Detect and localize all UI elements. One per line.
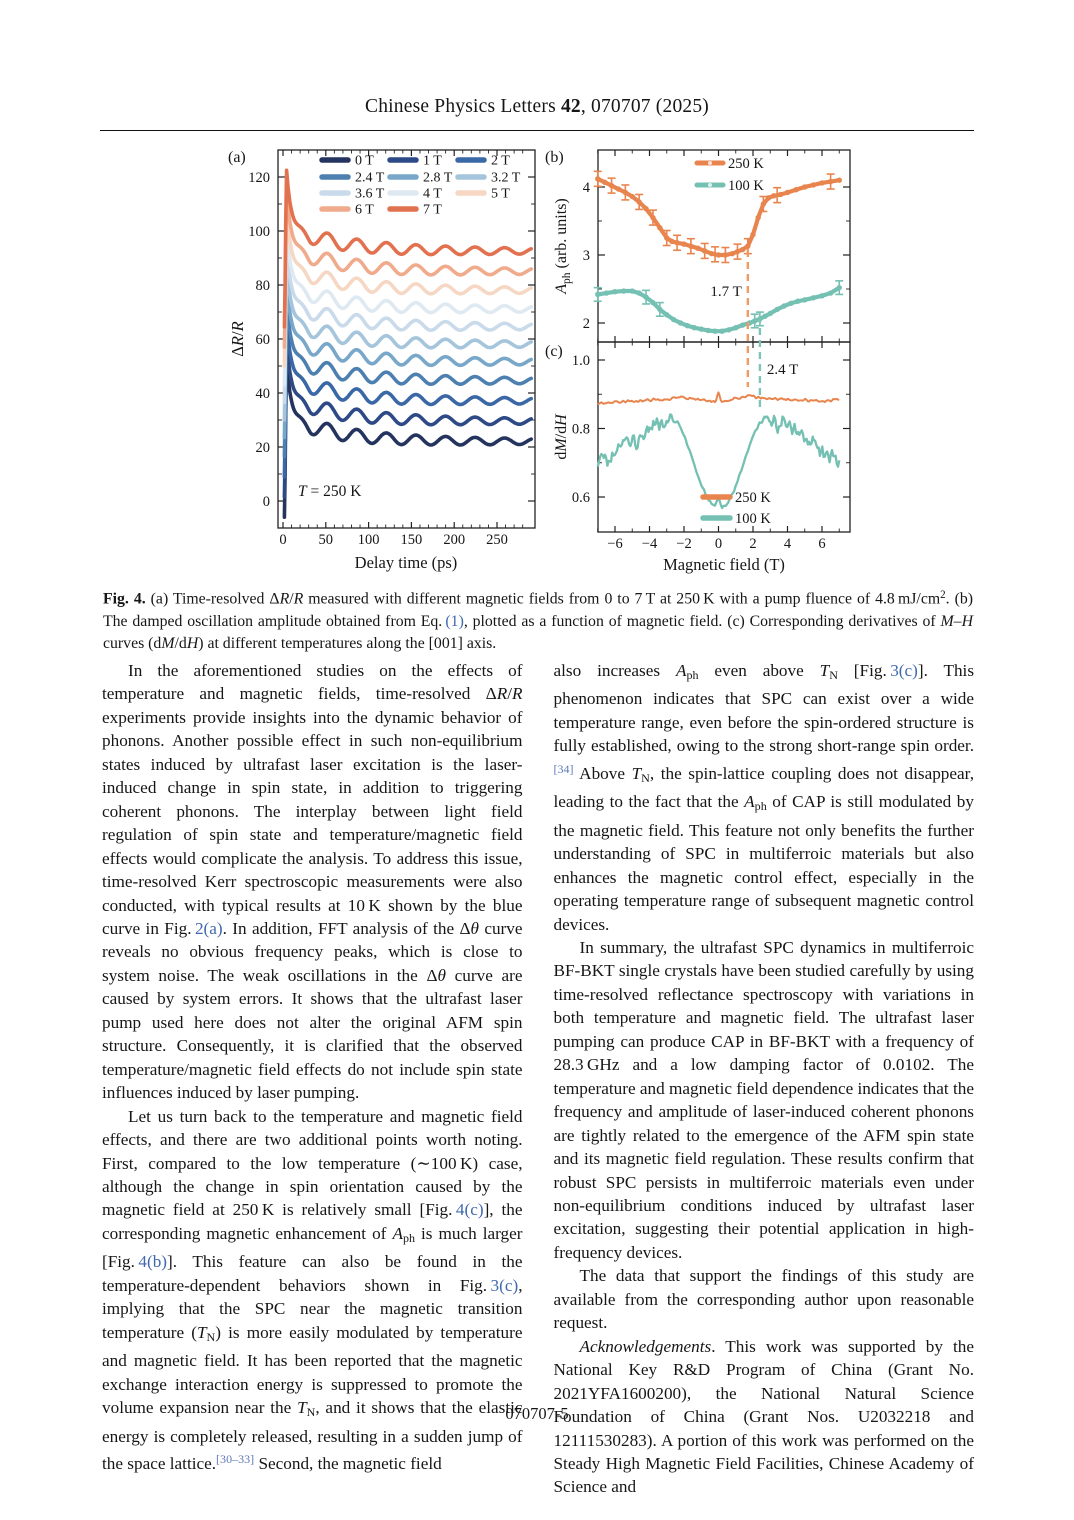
text-segment: , the spin-lattice coupling does not disappear, leading to the fact that the [553, 763, 974, 812]
data-marker [657, 225, 662, 230]
curve-250K [598, 392, 840, 404]
legend-marker-dot [708, 161, 712, 165]
text-segment: curves (d [103, 634, 162, 652]
data-marker [837, 178, 842, 183]
x-tick-label: 0 [279, 532, 287, 548]
data-marker [745, 243, 750, 248]
x-axis-label: Magnetic field (T) [663, 555, 785, 574]
data-marker [643, 206, 648, 211]
data-marker [837, 285, 842, 290]
text-segment: / [507, 684, 512, 704]
x-tick-label: 2 [749, 536, 757, 552]
text-segment: curve are caused by system errors. It shows that the ultrafast laser pump used here does not alter the original AFM spin structure. Consequently, it is clarified that the observed temperature/magnetic field effects do not include spin state influences induced by laser pumping. [102, 965, 523, 1103]
legend-item-5T [458, 187, 510, 202]
text-segment: N [206, 1329, 216, 1344]
x-tick-label: 250 [486, 532, 508, 548]
journal-header [0, 96, 1074, 118]
legend-item-0T [322, 154, 374, 169]
data-marker [819, 293, 824, 298]
text-segment: [Fig. [837, 661, 891, 680]
data-marker [828, 290, 833, 295]
text-segment: Above [573, 763, 632, 783]
data-marker [716, 252, 721, 257]
text-segment: , 070707 (2025) [580, 96, 709, 117]
data-marker [636, 199, 641, 204]
y-tick-label: 3 [582, 248, 590, 264]
vline-label-1p7T: 1.7 T [710, 284, 742, 300]
data-marker [755, 215, 760, 220]
panel-letter-b: (b) [545, 149, 564, 166]
text-segment: M [940, 612, 954, 630]
data-marker [671, 317, 676, 322]
text-segment: M [161, 634, 175, 652]
legend-label: 4 T [423, 186, 442, 202]
text-segment: R [496, 684, 508, 704]
text-segment: Acknowledgements [579, 1336, 712, 1356]
text-segment: ) is more easily modulated by temperature and magnetic field. It has been reported that the magnetic exchange interaction energy is suppressed to promote the volume expansion near the [102, 1322, 523, 1418]
data-marker [609, 183, 614, 188]
text-segment: T [631, 763, 642, 783]
x-tick-label: 4 [783, 536, 792, 552]
paragraph [554, 1264, 975, 1334]
text-segment: / [289, 590, 294, 608]
text-segment: Fig. 4. [103, 590, 151, 608]
x-tick-label: −4 [641, 536, 658, 552]
x-tick-label: 200 [443, 532, 466, 548]
ref-link[interactable]: 4(c) [455, 1200, 484, 1220]
ref-link[interactable]: 3(c) [890, 661, 918, 680]
y-tick-label: 20 [255, 440, 270, 456]
data-marker [643, 294, 648, 299]
data-marker [733, 325, 738, 330]
legend-label: 100 K [728, 178, 764, 194]
data-marker [650, 215, 655, 220]
legend-label: 250 K [728, 156, 764, 172]
text-segment: , and it shows that the elastic energy is completely released, resulting in a sudden jump of the space lattice. [102, 1398, 523, 1473]
text-segment: (a) Time-resolved Δ [150, 590, 280, 608]
data-marker [630, 194, 635, 199]
text-segment: ]. This feature can also be found in the temperature-dependent behaviors shown in Fig. [102, 1252, 523, 1295]
panel-frame [598, 150, 850, 342]
y-tick-label: 0 [262, 494, 270, 510]
data-marker [781, 303, 786, 308]
text-segment: T [297, 1398, 307, 1418]
vline-label-2p4T: 2.4 T [766, 362, 799, 378]
figure-4 [0, 140, 1074, 585]
text-segment: N [829, 668, 838, 682]
legend-label: 7 T [423, 202, 442, 218]
data-marker [604, 290, 609, 295]
data-marker [735, 249, 740, 254]
data-marker [664, 235, 669, 240]
ref-link[interactable]: 2(a) [194, 918, 223, 938]
x-tick-label: 100 [357, 532, 380, 548]
legend-item-250K [697, 156, 764, 172]
data-marker [650, 300, 655, 305]
data-marker [595, 292, 600, 297]
y-tick-label: 120 [248, 170, 270, 186]
legend-label: 250 K [735, 490, 771, 506]
data-marker [702, 248, 707, 253]
data-marker [623, 190, 628, 195]
curve-100K [598, 414, 840, 508]
data-marker [802, 297, 807, 302]
text-segment: T [819, 661, 830, 680]
legend-label: 3.6 T [355, 186, 385, 202]
legend-item-100K [703, 511, 771, 527]
data-marker [740, 322, 745, 327]
data-marker [636, 290, 641, 295]
x-tick-label: 50 [318, 532, 334, 548]
page-number: 070707-5 [505, 1404, 569, 1423]
data-marker [766, 195, 771, 200]
y-axis-label: $A_{ph}$ (arb. units) [553, 198, 573, 294]
ref-link[interactable]: [30–33] [216, 1451, 255, 1466]
data-marker [705, 328, 710, 333]
header-rule [100, 130, 974, 131]
data-marker [811, 295, 816, 300]
panel-letter-c: (c) [545, 343, 563, 360]
legend-label: 3.2 T [491, 170, 521, 186]
curve-2.8T [284, 281, 531, 438]
data-marker [612, 289, 617, 294]
data-marker [664, 312, 669, 317]
text-segment: 42 [560, 96, 581, 117]
text-segment: θ [437, 965, 446, 985]
text-segment: A [675, 661, 687, 680]
panel-a [228, 149, 535, 572]
y-tick-label: 60 [255, 332, 270, 348]
text-segment: ph [686, 668, 699, 682]
x-tick-label: −6 [607, 536, 623, 552]
legend-item-2.8T [390, 171, 453, 186]
legend-item-100K [697, 178, 764, 194]
text-segment: T [196, 1322, 207, 1342]
text-segment: even above [698, 661, 820, 680]
y-tick-label: 0.6 [571, 490, 590, 506]
data-marker [695, 246, 700, 251]
legend-item-2.4T [322, 171, 385, 186]
legend-label: 5 T [491, 186, 510, 202]
y-tick-label: 4 [582, 180, 590, 196]
data-marker [726, 327, 731, 332]
text-segment: – [953, 612, 962, 630]
text-segment: In the aforementioned studies on the effects of temperature and magnetic fields, time-resolved Δ [102, 661, 523, 704]
data-marker [819, 180, 824, 185]
y-tick-label: 40 [255, 386, 270, 402]
data-marker [657, 307, 662, 312]
text-segment: . In addition, FFT analysis of the Δ [222, 918, 471, 938]
data-marker [761, 201, 766, 206]
panel-letter-a: (a) [228, 149, 246, 166]
legend-item-6T [322, 203, 374, 218]
legend-label: 100 K [735, 511, 771, 527]
panel-c [545, 342, 850, 574]
text-segment: The data that support the findings of this study are available from the corresponding author upon reasonable request. [553, 1266, 974, 1333]
data-marker [595, 176, 600, 181]
x-tick-label: −2 [676, 536, 692, 552]
y-tick-label: 2 [582, 316, 590, 332]
x-tick-label: 0 [714, 536, 723, 552]
data-marker [811, 182, 816, 187]
text-segment: is much larger [Fig. [102, 1223, 523, 1272]
data-marker [621, 288, 626, 293]
text-segment: ]. This phenomenon indicates that SPC can exist over a wide temperature range, even before the spin-ordered structure is fully established, owing to the strong short-range spin order. [553, 661, 975, 756]
ref-link[interactable]: 3(c) [490, 1275, 519, 1295]
text-segment: ph [754, 799, 767, 814]
y-tick-label: 1.0 [571, 353, 590, 369]
y-tick-label: 100 [248, 224, 270, 240]
legend-label: 0 T [355, 153, 374, 169]
data-marker [712, 328, 717, 333]
legend-label: 1 T [423, 153, 442, 169]
text-segment: 2 [940, 589, 946, 601]
legend-item-7T [390, 203, 442, 218]
y-axis-label: ΔR/R [228, 321, 247, 357]
x-axis-label: Delay time (ps) [354, 553, 458, 572]
x-tick-label: 6 [818, 536, 826, 552]
data-marker [802, 184, 807, 189]
text-segment: . (b) The damped oscillation amplitude obtained from Eq. [103, 590, 973, 630]
legend-marker-dot [708, 183, 712, 187]
data-marker [685, 323, 690, 328]
text-segment: A [392, 1223, 403, 1243]
text-segment: ], the corresponding magnetic enhancement of [102, 1200, 523, 1243]
text-segment: , implying that the SPC near the magnetic transition temperature ( [102, 1275, 523, 1342]
text-segment: Chinese Physics Letters [364, 96, 561, 117]
data-marker [669, 239, 674, 244]
text-segment: N [306, 1405, 316, 1420]
data-marker [750, 232, 755, 237]
data-marker [785, 190, 790, 195]
data-marker [752, 318, 757, 323]
temperature-annotation: T = 250 K [298, 483, 362, 500]
legend-item-3.2T [458, 171, 521, 186]
data-marker [692, 325, 697, 330]
legend-label: 2.8 T [423, 170, 453, 186]
data-marker [788, 301, 793, 306]
data-marker [719, 328, 724, 333]
text-segment: , plotted as a function of magnetic field. (c) Corresponding derivatives of [463, 612, 941, 630]
text-segment: H [186, 634, 199, 652]
panel-b [545, 149, 850, 342]
data-marker [771, 193, 776, 198]
text-segment: θ [470, 918, 479, 938]
data-marker [674, 240, 679, 245]
data-marker [740, 247, 745, 252]
data-marker [778, 192, 783, 197]
x-tick-label: 150 [400, 532, 423, 548]
legend-label: 6 T [355, 202, 374, 218]
text-segment: . This work was supported by the National Key R&D Program of China (Grant No. 2021YFA1600200), the National Natural Science Foundation of China (Grant Nos. U2032218 and 12111530283). A portion of this work was performed on the Steady High Magnetic Field Facilities, Chinese Academy of Science and [553, 1336, 974, 1497]
legend-label: 2.4 T [355, 170, 385, 186]
text-segment: /d [174, 634, 187, 652]
text-segment: curve reveals no obvious frequency peaks, which is close to system noise. The weak oscillations in the Δ [102, 918, 523, 985]
text-segment: Let us turn back to the temperature and magnetic field effects, and there are two additional points worth noting. First, compared to the low temperature (∼100 K) case, although the change in spin orientation caused by the magnetic field at 250 K is relatively small [Fig. [102, 1106, 523, 1220]
data-marker [616, 186, 621, 191]
data-marker [602, 180, 607, 185]
data-marker [793, 187, 798, 192]
text-segment: experiments provide insights into the dynamic behavior of phonons. Another possible effect in such non-equilibrium states induced by ultrafast laser excitation is the laser-induced change in spin state, in addition to triggering coherent phonons. The interplay between light field regulation of spin state and temperature/magnetic field effects would complicate the analysis. To address this issue, time-resolved Kerr spectroscopic measurements were also conducted, with typical results at 10 K shown by the blue curve in Fig. [102, 707, 523, 938]
text-segment: measured with different magnetic fields from 0 to 7 T at 250 K with a pump fluence of 4.8 mJ/cm [303, 590, 941, 608]
text-segment: ) at different temperatures along the [001] axis. [198, 634, 497, 652]
data-marker [762, 314, 767, 319]
text-segment: Second, the magnetic field [254, 1453, 442, 1473]
data-marker [630, 288, 635, 293]
data-marker [699, 326, 704, 331]
body-columns [102, 659, 974, 1499]
text-segment: ph [402, 1230, 415, 1245]
text-segment: In summary, the ultrafast SPC dynamics in multiferroic BF-BKT single crystals have been studied carefully by using time-resolved reflectance spectroscopy with variations in both temperature and magnetic field. The ultrafast laser pumping can produce CAP in BF-BKT with a frequency of 28.3 GHz and a low damping factor of 0.0102. The temperature and magnetic field dependence indicates that the frequency and amplitude of laser-induced coherent phonons are tightly related to the emergence of the AFM spin state and its magnetic field regulation. These results confirm that robust SPC persists in multiferroic materials even under non-equilibrium conditions induced by ultrafast laser excitation, suggesting their potential application in high-frequency devices. [553, 938, 974, 1262]
text-segment: A [744, 792, 755, 812]
legend-item-1T [390, 154, 442, 169]
text-segment: also increases [553, 661, 676, 680]
legend-item-4T [390, 187, 442, 202]
data-marker [688, 243, 693, 248]
legend-item-3.6T [322, 187, 385, 202]
text-segment: R [293, 590, 304, 608]
paragraph [102, 659, 523, 1105]
data-marker [768, 311, 773, 316]
data-marker [709, 251, 714, 256]
text-segment: R [279, 590, 290, 608]
ref-link[interactable]: [34] [553, 761, 574, 776]
y-axis-label: dM/dH [553, 414, 570, 460]
data-marker [681, 241, 686, 246]
data-marker [723, 252, 728, 257]
data-marker [774, 307, 779, 312]
data-marker [678, 320, 683, 325]
text-segment: R [512, 684, 523, 704]
text-segment: H [961, 612, 973, 630]
legend-item-2T [458, 154, 510, 169]
paragraph [554, 936, 975, 1264]
text-segment: of CAP is still modulated by the magnetic field. This feature not only benefits the further understanding of SPC in multiferroic materials but also enhances the magnetic control effect, especially in the operating temperature range of subsequent magnetic control devices. [553, 792, 974, 934]
data-marker [730, 251, 735, 256]
paragraph [554, 659, 975, 936]
y-tick-label: 80 [255, 278, 270, 294]
legend-item-250K [703, 490, 771, 506]
data-marker [828, 179, 833, 184]
curve [598, 179, 840, 255]
left-column [102, 659, 523, 1499]
y-tick-label: 0.8 [571, 421, 590, 438]
data-marker [795, 299, 800, 304]
right-column [554, 659, 975, 1499]
text-segment: N [641, 770, 650, 785]
ref-link[interactable]: 4(b) [138, 1252, 168, 1272]
ref-link[interactable]: (1) [445, 612, 464, 630]
legend-label: 2 T [491, 153, 510, 169]
figure-caption [103, 584, 973, 655]
